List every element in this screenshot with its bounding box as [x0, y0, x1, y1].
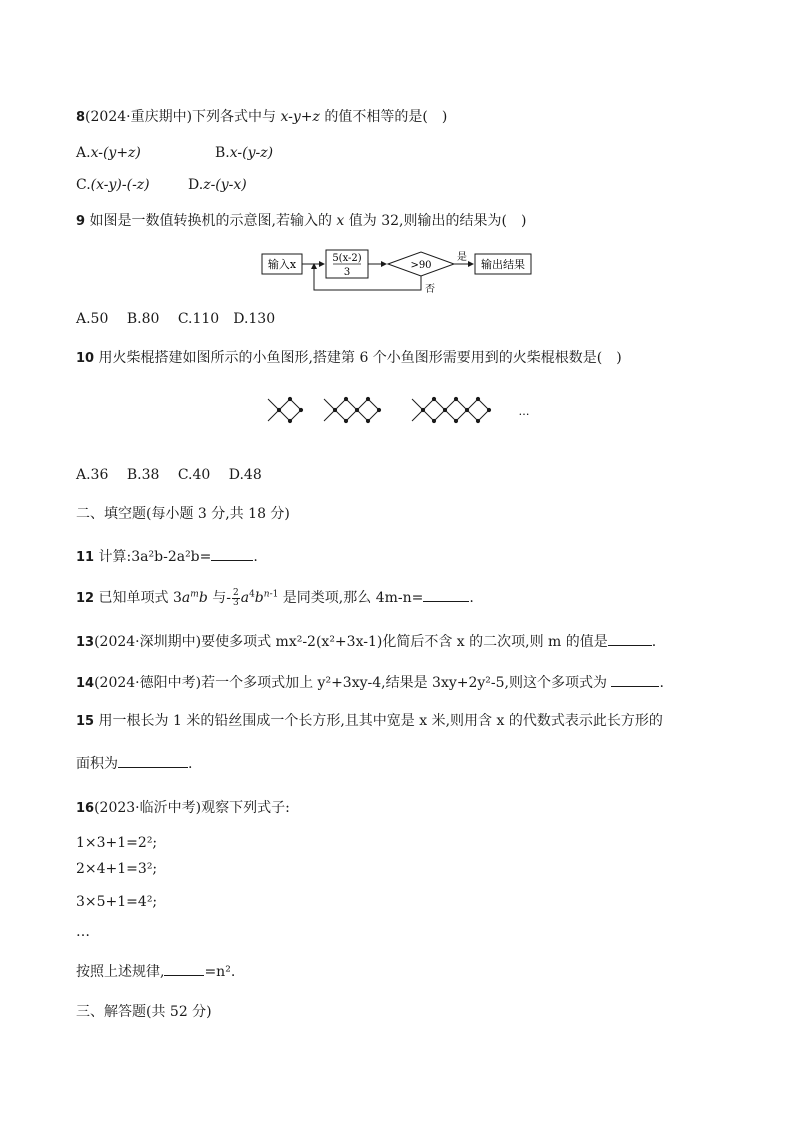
- conversion-diagram: [258, 246, 538, 298]
- question-16-prompt: 按照上述规律, =n².: [76, 961, 235, 981]
- option-a: A.x-(y+z): [76, 145, 141, 161]
- matchstick: [268, 410, 279, 421]
- matchstick: [324, 399, 335, 410]
- joint-dot: [377, 408, 380, 411]
- question-14: 14(2024·德阳中考)若一个多项式加上 y²+3xy-4,结果是 3xy+2y²-5,则这个多项式为 .: [76, 672, 664, 693]
- joint-dot: [288, 397, 291, 400]
- matchstick: [335, 399, 346, 410]
- fish-matchstick-figure: [262, 386, 538, 438]
- pattern-line: 1×3+1=2²;: [76, 835, 158, 851]
- joint-dot: [366, 419, 369, 422]
- yes-label: 是: [457, 252, 467, 263]
- joint-dot: [432, 397, 435, 400]
- question-9: 9 如图是一数值转换机的示意图,若输入的 x 值为 32,则输出的结果为( ): [76, 213, 527, 229]
- option-c: C.(x-y)-(-z): [76, 177, 150, 193]
- answer-blank[interactable]: [608, 631, 652, 646]
- matchstick: [478, 410, 489, 421]
- joint-dot: [344, 419, 347, 422]
- matchstick: [357, 399, 368, 410]
- formula-bottom: 3: [343, 267, 351, 278]
- matchstick: [445, 410, 456, 421]
- question-stem: 的值不相等的是( ): [319, 109, 448, 125]
- matchstick: [346, 399, 357, 410]
- pattern-line: 2×4+1=3²;: [76, 861, 158, 877]
- fraction: $\frac{2}{3}$: [232, 587, 239, 608]
- joint-dot: [476, 397, 479, 400]
- matchstick: [456, 399, 467, 410]
- joint-dot: [487, 408, 490, 411]
- matchstick: [467, 410, 478, 421]
- matchstick: [357, 410, 368, 421]
- matchstick: [434, 410, 445, 421]
- matchstick: [279, 399, 290, 410]
- question-15: 15 用一根长为 1 米的铅丝围成一个长方形,且其中宽是 x 米,则用含 x 的代数式表示此长方形的: [76, 713, 663, 729]
- q9-options: A.50 B.80 C.110 D.130: [76, 311, 276, 327]
- section-heading: 二、填空题(每小题 3 分,共 18 分): [76, 506, 290, 522]
- pattern-ellipsis: …: [76, 924, 90, 940]
- matchstick: [279, 410, 290, 421]
- question-number: 9: [76, 214, 86, 229]
- joint-dot: [344, 397, 347, 400]
- joint-dot: [454, 419, 457, 422]
- matchstick: [290, 410, 301, 421]
- question-8: [76, 108, 447, 127]
- joint-dot: [432, 419, 435, 422]
- matchstick: [445, 399, 456, 410]
- joint-dot: [288, 419, 291, 422]
- matchstick: [368, 399, 379, 410]
- question-number: 10: [76, 351, 95, 366]
- matchstick: [346, 410, 357, 421]
- pattern-line: 3×5+1=4²;: [76, 894, 158, 910]
- matchstick: [335, 410, 346, 421]
- matchstick: [290, 399, 301, 410]
- expression: x-y+z: [280, 109, 320, 125]
- q10-options: A.36 B.38 C.40 D.48: [76, 467, 262, 483]
- matchstick: [324, 410, 335, 421]
- answer-blank[interactable]: [611, 672, 659, 687]
- matchstick: [456, 410, 467, 421]
- answer-blank[interactable]: [423, 587, 469, 602]
- option-d: D.z-(y-x): [188, 177, 247, 193]
- section-heading: 三、解答题(共 52 分): [76, 1004, 212, 1020]
- matchstick: [412, 399, 423, 410]
- output-label: 输出结果: [481, 258, 525, 271]
- option-b: B.x-(y-z): [215, 145, 274, 161]
- input-label: 输入x: [267, 258, 297, 271]
- answer-blank[interactable]: [164, 961, 204, 976]
- joint-dot: [454, 397, 457, 400]
- matchstick: [434, 399, 445, 410]
- joint-dot: [476, 419, 479, 422]
- question-11: 11 计算:3a²b-2a²b= .: [76, 546, 258, 567]
- question-number: 8: [76, 110, 86, 125]
- no-label: 否: [425, 284, 435, 295]
- answer-blank[interactable]: [211, 546, 253, 561]
- joint-dot: [366, 397, 369, 400]
- question-13: 13(2024·深圳期中)要使多项式 mx²-2(x²+3x-1)化简后不含 x 的二次项,则 m 的值是 .: [76, 631, 656, 652]
- question-16: 16(2023·临沂中考)观察下列式子:: [76, 800, 290, 816]
- condition-label: >90: [410, 260, 432, 271]
- ellipsis: …: [518, 405, 530, 418]
- question-stem: (2024·重庆期中)下列各式中与: [85, 109, 281, 125]
- joint-dot: [299, 408, 302, 411]
- matchstick: [423, 399, 434, 410]
- matchstick: [412, 410, 423, 421]
- matchstick: [368, 410, 379, 421]
- question-15-cont: 面积为 .: [76, 753, 192, 773]
- answer-blank[interactable]: [118, 753, 188, 768]
- formula-top: 5(x-2): [332, 253, 362, 264]
- matchstick: [268, 399, 279, 410]
- question-12: 12 已知单项式 $3a^mb$ 与- $\frac{2}{3}$ $a^4b^{n-1}$ 是同类项,那么 4m-n= .: [76, 587, 474, 608]
- matchstick: [467, 399, 478, 410]
- question-10: 10 用火柴棍搭建如图所示的小鱼图形,搭建第 6 个小鱼图形需要用到的火柴棍根数是( ): [76, 350, 622, 366]
- matchstick: [423, 410, 434, 421]
- matchstick: [478, 399, 489, 410]
